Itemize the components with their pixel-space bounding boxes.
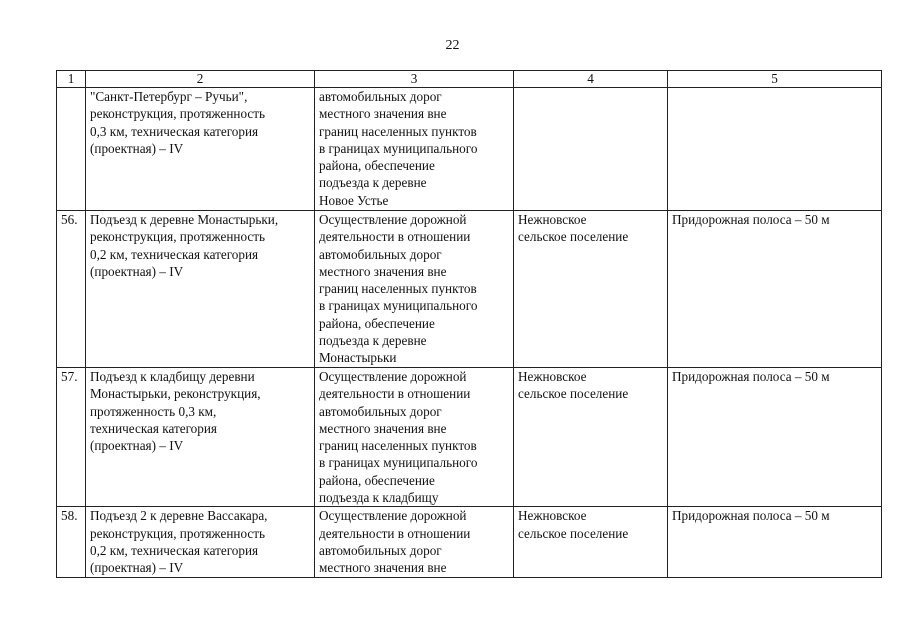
cell-text-line: Придорожная полоса – 50 м	[672, 508, 830, 524]
cell-text-line: "Санкт-Петербург – Ручьи",	[90, 89, 248, 104]
row-number: 56.	[57, 211, 86, 368]
cell-text-line: Новое Устье	[319, 192, 389, 208]
cell-text-line: протяженность 0,3 км,	[90, 403, 217, 419]
cell-text-line: Нежновское	[518, 212, 587, 227]
cell-text-line: границ населенных пунктов	[319, 438, 477, 454]
cell-text-line: (проектная) – IV	[90, 263, 184, 279]
table-row	[57, 368, 882, 507]
cell-text-line: 0,2 км, техническая категория	[90, 542, 259, 558]
location-cell	[514, 507, 668, 577]
cell-text-line: деятельности в отношении	[319, 386, 471, 402]
cell-text-line: (проектная) – IV	[90, 140, 184, 156]
cell-text-line: местного значения вне	[319, 263, 447, 279]
object-name-cell	[86, 507, 315, 577]
table-row	[57, 211, 882, 368]
cell-text-line: (проектная) – IV	[90, 438, 184, 454]
cell-text-line: Придорожная полоса – 50 м	[672, 369, 830, 384]
cell-text-line: автомобильных дорог	[319, 246, 442, 262]
purpose-cell	[315, 211, 514, 368]
cell-text-line: сельское поселение	[518, 525, 629, 541]
purpose-cell	[315, 88, 514, 211]
cell-text-line: Нежновское	[518, 508, 587, 524]
cell-text-line: подъезда к деревне	[319, 333, 427, 349]
cell-text-line: района, обеспечение	[319, 158, 435, 174]
cell-text-line: автомобильных дорог	[319, 403, 442, 419]
cell-text-line: в границах муниципального	[319, 455, 478, 471]
column-header: 2	[86, 71, 315, 88]
zone-cell	[668, 88, 882, 211]
column-header: 1	[57, 71, 86, 88]
object-name-cell	[86, 368, 315, 507]
cell-text-line: техническая категория	[90, 420, 217, 436]
cell-text-line: Подъезд к деревне Монастырьки,	[90, 212, 279, 227]
cell-text-line: Придорожная полоса – 50 м	[672, 212, 830, 227]
cell-text-line: границ населенных пунктов	[319, 123, 477, 139]
column-header: 5	[668, 71, 882, 88]
cell-text-line: (проектная) – IV	[90, 560, 184, 576]
purpose-cell	[315, 368, 514, 507]
zone-cell	[668, 507, 882, 577]
cell-text-line: Подъезд 2 к деревне Вассакара,	[90, 508, 268, 524]
row-number: 57.	[57, 368, 86, 507]
location-cell	[514, 88, 668, 211]
cell-text-line: Нежновское	[518, 369, 587, 384]
cell-text-line: местного значения вне	[319, 560, 447, 576]
location-cell	[514, 368, 668, 507]
object-name-cell	[86, 211, 315, 368]
column-header: 4	[514, 71, 668, 88]
cell-text-line: автомобильных дорог	[319, 89, 442, 104]
cell-text-line: подъезда к кладбищу	[319, 490, 439, 506]
purpose-cell	[315, 507, 514, 577]
zone-cell	[668, 211, 882, 368]
cell-text-line: деятельности в отношении	[319, 229, 471, 245]
object-name-cell	[86, 88, 315, 211]
cell-text-line: реконструкция, протяженность	[90, 525, 265, 541]
cell-text-line: сельское поселение	[518, 229, 629, 245]
column-header: 3	[315, 71, 514, 88]
cell-text-line: местного значения вне	[319, 420, 447, 436]
cell-text-line: Монастырьки	[319, 350, 397, 366]
cell-text-line: реконструкция, протяженность	[90, 106, 265, 122]
cell-text-line: реконструкция, протяженность	[90, 229, 265, 245]
table-row	[57, 507, 882, 577]
cell-text-line: в границах муниципального	[319, 298, 478, 314]
cell-text-line: Осуществление дорожной	[319, 508, 467, 524]
cell-text-line: местного значения вне	[319, 106, 447, 122]
zone-cell	[668, 368, 882, 507]
cell-text-line: 0,3 км, техническая категория	[90, 123, 259, 139]
location-cell	[514, 211, 668, 368]
table-row	[57, 88, 882, 211]
cell-text-line: района, обеспечение	[319, 315, 435, 331]
cell-text-line: района, обеспечение	[319, 472, 435, 488]
cell-text-line: Монастырьки, реконструкция,	[90, 386, 261, 402]
row-number: 58.	[57, 507, 86, 577]
cell-text-line: Осуществление дорожной	[319, 212, 467, 227]
objects-table	[56, 70, 882, 578]
cell-text-line: сельское поселение	[518, 386, 629, 402]
cell-text-line: Подъезд к кладбищу деревни	[90, 369, 255, 384]
cell-text-line: в границах муниципального	[319, 140, 478, 156]
cell-text-line: подъезда к деревне	[319, 175, 427, 191]
cell-text-line: Осуществление дорожной	[319, 369, 467, 384]
page-number: 22	[445, 38, 460, 53]
header-row	[57, 71, 882, 88]
cell-text-line: 0,2 км, техническая категория	[90, 246, 259, 262]
row-number	[57, 88, 86, 211]
cell-text-line: границ населенных пунктов	[319, 281, 477, 297]
cell-text-line: автомобильных дорог	[319, 542, 442, 558]
cell-text-line: деятельности в отношении	[319, 525, 471, 541]
